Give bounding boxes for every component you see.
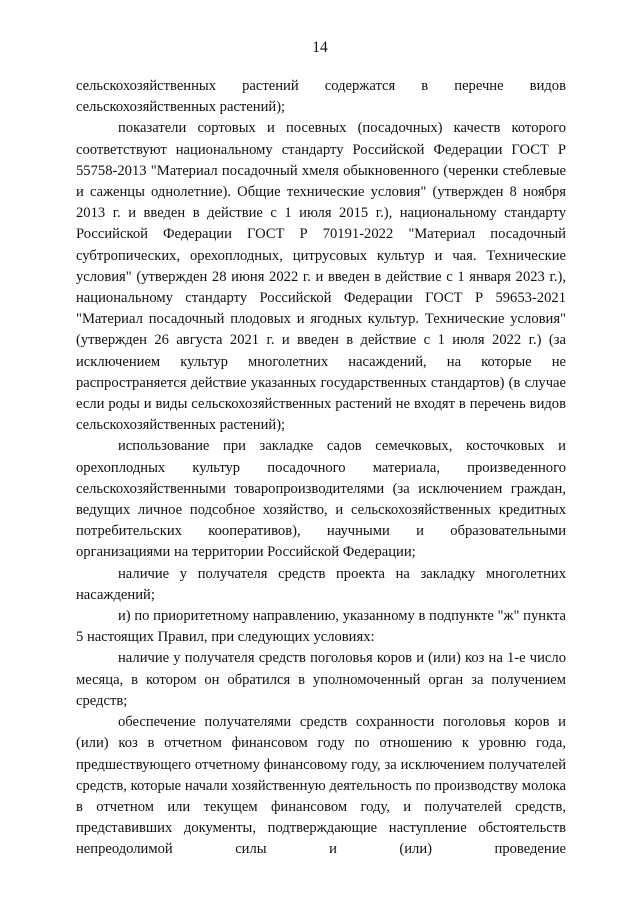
- paragraph-livestock-availability: наличие у получателя средств поголовья коров и (или) коз на 1-е число месяца, в котором он обратился в уполномоченный орган за получением средств;: [76, 650, 566, 709]
- page-number: 14: [312, 39, 328, 56]
- paragraph-variety-quality-standards: показатели сортовых и посевных (посадочных) качеств которого соответствуют национальному стандарту Российской Федерации ГОСТ Р 55758-2013 "Материал посадочный хмеля обыкновенного (черенки стеблевые и саженцы однолетние). Общие технические условия" (утвержден 8 ноября 2013 г. и введен в действие с 1 июля 2015 г.), национальному стандарту Российской Федерации ГОСТ Р 70191-2022 "Материал посадочный субтропических, орехоплодных, цитрусовых культур и чая. Технические условия" (утвержден 28 июня 2022 г. и введен в действие с 1 января 2023 г.), национальному стандарту Российской Федерации ГОСТ Р 59653-2021 "Материал посадочный плодовых и ягодных культур. Технические условия" (утвержден 26 августа 2021 г. и введен в действие с 1 июля 2022 г.) (за исключением культур многолетних насаждений, на которые не распространяется действие указанных государственных стандартов) (в случае если роды и виды сельскохозяйственных растений не входят в перечень видов сельскохозяйственных растений);: [76, 120, 566, 434]
- paragraph-continuation: сельскохозяйственных растений содержатся в перечне видов сельскохозяйственных растений);: [76, 78, 566, 116]
- paragraph-planting-material-use: использование при закладке садов семечковых, косточковых и орехоплодных культур посадочного материала, произведенного сельскохозяйственными товаропроизводителями (за исключением граждан, ведущих личное подсобное хозяйство, и сельскохозяйственных кредитных потребительских кооперативов), научными и образовательными организациями на территории Российской Федерации;: [76, 438, 566, 561]
- paragraph-livestock-preservation: обеспечение получателями средств сохранности поголовья коров и (или) коз в отчетном финансовом году по отношению к уровню года, предшествующего отчетному финансовому году, за исключением получателей средств, которые начали хозяйственную деятельность по производству молока в отчетном или текущем финансовом году, и получателей средств, представивших документы, подтверждающие наступление обстоятельств непреодолимой силы и (или) проведение: [76, 714, 566, 858]
- paragraph-perennial-plantings-project: наличие у получателя средств проекта на закладку многолетних насаждений;: [76, 565, 566, 603]
- document-body: [76, 76, 566, 861]
- paragraph-priority-direction-i: и) по приоритетному направлению, указанному в подпункте "ж" пункта 5 настоящих Правил, при следующих условиях:: [76, 608, 566, 646]
